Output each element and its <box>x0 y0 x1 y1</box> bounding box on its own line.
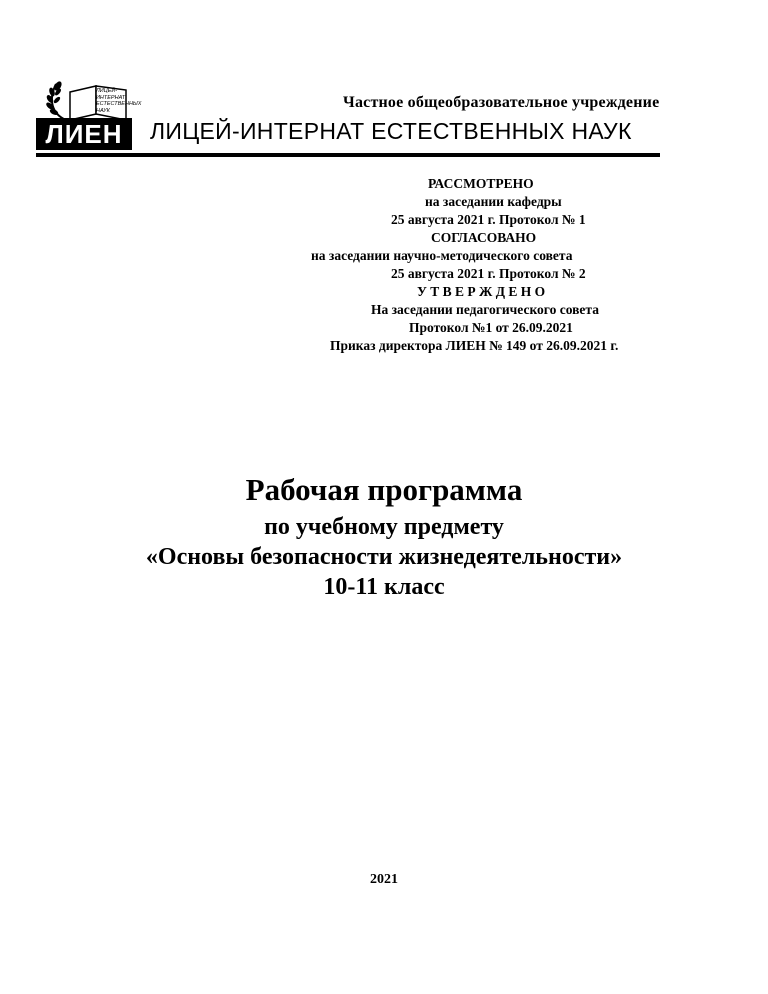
approval-line: СОГЛАСОВАНО <box>431 230 537 245</box>
approval-line: РАССМОТРЕНО <box>428 176 534 191</box>
grade-level: 10-11 класс <box>323 574 445 600</box>
document-title-block <box>0 470 768 602</box>
header-divider <box>36 153 660 157</box>
document-year: 2021 <box>370 872 398 887</box>
approval-line: на заседании научно-методического совета <box>311 248 573 263</box>
approval-line: Приказ директора ЛИЕН № 149 от 26.09.2021 г. <box>330 338 619 353</box>
approval-line: У Т В Е Р Ж Д Е Н О <box>417 284 546 299</box>
approval-line: На заседании педагогического совета <box>371 302 599 317</box>
approval-line: Протокол №1 от 26.09.2021 <box>409 320 573 335</box>
approval-line: 25 августа 2021 г. Протокол № 1 <box>391 212 586 227</box>
institution-name: ЛИЦЕЙ-ИНТЕРНАТ ЕСТЕСТВЕННЫХ НАУК <box>150 118 632 144</box>
approval-line: на заседании кафедры <box>425 194 562 209</box>
institution-type: Частное общеобразовательное учреждение <box>343 94 660 111</box>
subject-name: «Основы безопасности жизнедеятельности» <box>145 544 623 570</box>
approval-line: 25 августа 2021 г. Протокол № 2 <box>391 266 586 281</box>
logo-school-name: ЛИЦЕЙ- ИНТЕРНАТ ЕСТЕСТВЕННЫХ НАУК <box>96 88 142 114</box>
logo-badge: ЛИЕН <box>36 118 132 150</box>
document-subtitle: по учебному предмету <box>264 514 504 540</box>
school-logo <box>36 78 140 150</box>
document-title: Рабочая программа <box>245 472 523 507</box>
